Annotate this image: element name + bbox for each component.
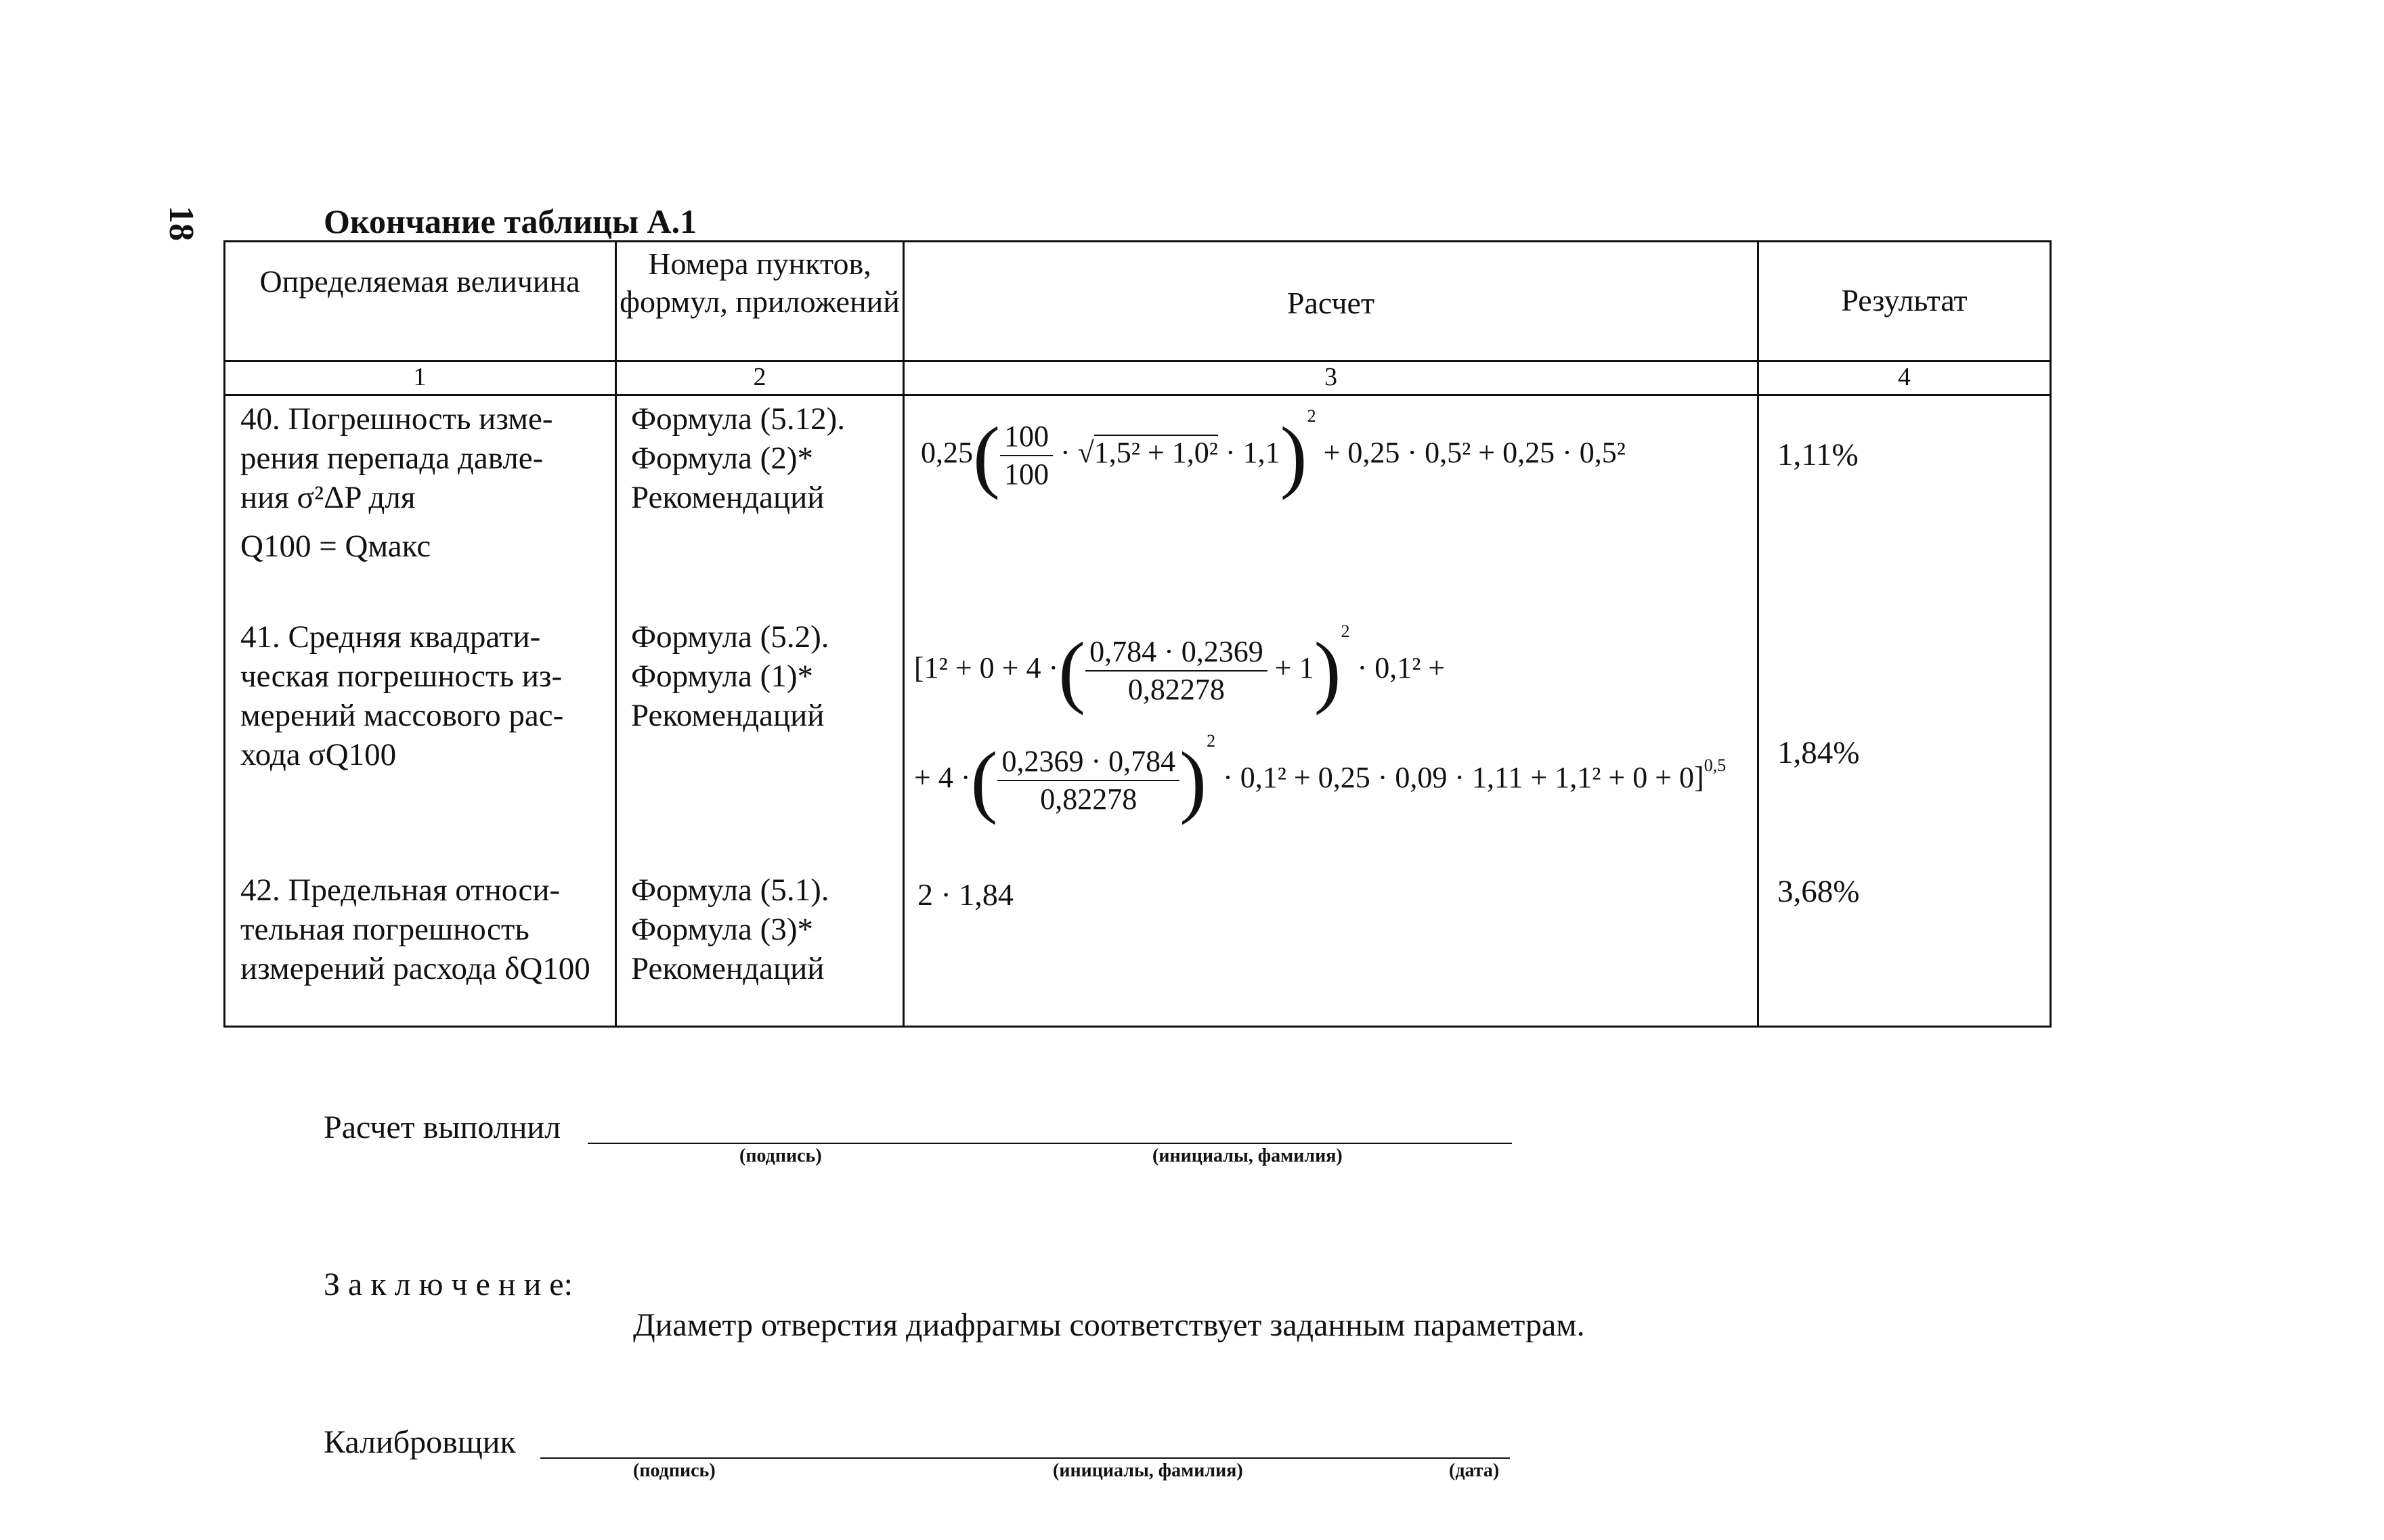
page-number: 18 bbox=[162, 206, 201, 241]
row40-quantity: 40. Погрешность изме- рения перепада давле- ния σ²ΔP для Q100 = Qмакс bbox=[240, 401, 553, 564]
row42-calc: 2 · 1,84 bbox=[917, 877, 1014, 912]
table-left-border bbox=[223, 240, 225, 1028]
conclusion-label: З а к л ю ч е н и е: bbox=[324, 1267, 573, 1302]
row42-quantity: 42. Предельная относи- тельная погрешность измерений расхода δQ100 bbox=[240, 873, 590, 986]
row40-calc: 0,25( $\frac{100}{100}$ · √1,5² + 1,0² · 1,1)$^2$ + 0,25 · 0,5² + 0,25 · 0,5² bbox=[921, 406, 1626, 500]
table-bottom-border bbox=[223, 1026, 2052, 1028]
row41-calc-line1: [1² + 0 + 4 ·( $\frac{0,784 \cdot 0,2369}{0,82278}$ + 1)$^2$ · 0,1² + bbox=[914, 621, 1446, 716]
calibrator-label: Калибровщик bbox=[324, 1424, 516, 1460]
col-divider-2 bbox=[903, 240, 905, 1028]
table-right-border bbox=[2050, 240, 2052, 1028]
performed-sig-caption: (подпись) bbox=[739, 1145, 822, 1166]
row41-quantity: 41. Средняя квадрати- ческая погрешность из- мерений массового рас- хода σQ100 bbox=[240, 619, 564, 772]
header-refs: Номера пунктов, формул, приложений bbox=[620, 246, 900, 319]
row42-refs: Формула (5.1). Формула (3)* Рекомендаций bbox=[631, 873, 829, 986]
colnum-3: 3 bbox=[1324, 363, 1337, 391]
row41-refs: Формула (5.2). Формула (1)* Рекомендаций bbox=[631, 619, 829, 733]
col-divider-1 bbox=[615, 240, 617, 1028]
colnum-1: 1 bbox=[413, 363, 427, 391]
colnum-2: 2 bbox=[753, 363, 766, 391]
row42-result: 3,68% bbox=[1777, 874, 1860, 909]
table-top-border bbox=[223, 240, 2052, 242]
calibrator-name-caption: (инициалы, фамилия) bbox=[1053, 1460, 1243, 1481]
row40-result: 1,11% bbox=[1777, 437, 1859, 472]
performed-name-caption: (инициалы, фамилия) bbox=[1152, 1145, 1343, 1166]
row41-calc-line2: + 4 ·( $\frac{0,2369 \cdot 0,784}{0,82278}$ )$^2$ · 0,1² + 0,25 · 0,09 · 1,11 + 1,1² + 0 + 0]$^{0,5}$ bbox=[914, 731, 1727, 825]
calibrator-date-caption: (дата) bbox=[1449, 1460, 1500, 1481]
header-result: Результат bbox=[1841, 283, 1968, 317]
table-caption: Окончание таблицы А.1 bbox=[324, 202, 697, 240]
header-quantity: Определяемая величина bbox=[259, 264, 580, 299]
colnum-divider bbox=[223, 394, 2052, 396]
conclusion-text: Диаметр отверстия диафрагмы соответствует заданным параметрам. bbox=[633, 1307, 1585, 1343]
performed-signature-line bbox=[588, 1143, 1512, 1144]
calibrator-signature-line bbox=[540, 1457, 1510, 1459]
row41-result: 1,84% bbox=[1777, 735, 1860, 770]
col-divider-3 bbox=[1757, 240, 1759, 1028]
colnum-4: 4 bbox=[1898, 363, 1911, 391]
performed-label: Расчет выполнил bbox=[324, 1109, 561, 1145]
row40-refs: Формула (5.12). Формула (2)* Рекомендаций bbox=[631, 401, 845, 515]
calibrator-sig-caption: (подпись) bbox=[633, 1460, 716, 1481]
header-calc: Расчет bbox=[1286, 286, 1375, 320]
